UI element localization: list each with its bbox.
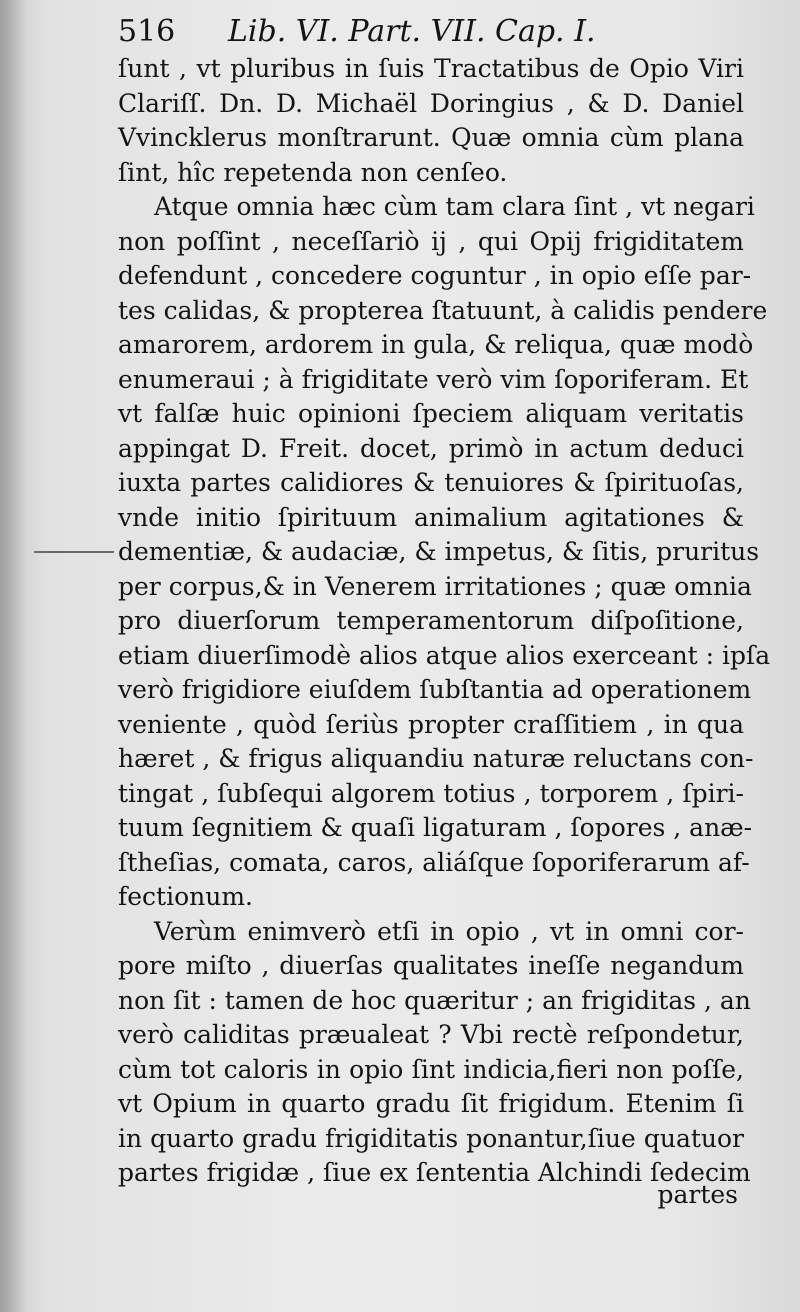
- text-line: in quarto gradu frigiditatis ponantur,ſiue quatuor: [118, 1123, 744, 1153]
- text-line: partes frigidæ , ſiue ex ſententia Alchindi ſedecim: [118, 1158, 751, 1187]
- page-number: 516: [118, 14, 176, 49]
- text-line: Vvincklerus monſtrarunt. Quæ omnia cùm plana: [118, 123, 744, 152]
- text-line: per corpus,& in Venerem irritationes ; quæ omnia: [118, 571, 752, 601]
- text-line: appingat D. Freit. docet, primò in actum deduci: [118, 433, 744, 463]
- text-line: ſunt , vt pluribus in ſuis Tractatibus de Opio Viri: [118, 54, 744, 83]
- text-line: ſtheſias, comata, caros, aliáſque ſoporiferarum af-: [118, 847, 750, 877]
- text-line: iuxta partes calidiores & tenuiores & ſpirituoſas,: [118, 468, 744, 497]
- text-line: ſint, hîc repetenda non cenſeo.: [118, 157, 508, 187]
- body-text: [118, 52, 771, 1191]
- running-head: Lib. VI. Part. VII. Cap. I.: [228, 14, 596, 49]
- text-line: veniente , quòd ſeriùs propter craſſitiem , in qua: [118, 709, 744, 739]
- text-line: dementiæ, & audaciæ, & impetus, & ſitis, pruritus: [118, 537, 760, 566]
- text-line: verò frigidiore eiuſdem ſubſtantia ad operationem: [118, 675, 752, 704]
- margin-mark: [34, 551, 114, 553]
- paragraph-start-line: Verùm enimverò etſi in opio , vt in omni cor-: [154, 916, 744, 946]
- text-line: pro diuerſorum temperamentorum diſpoſitione,: [118, 606, 744, 635]
- text-line: hæret , & frigus aliquandiu naturæ reluctans con-: [118, 744, 754, 773]
- text-line: tuum ſegnitiem & quaſi ligaturam , ſopores , anæ-: [118, 813, 753, 842]
- text-line: defendunt , concedere coguntur , in opio eſſe par-: [118, 261, 752, 290]
- catchword: partes: [657, 1180, 738, 1209]
- text-line: non ſit : tamen de hoc quæritur ; an frigiditas , an: [118, 985, 751, 1015]
- text-line: vt falſæ huic opinioni ſpeciem aliquam veritatis: [118, 399, 744, 428]
- text-line: verò caliditas præualeat ? Vbi rectè reſpondetur,: [118, 1020, 744, 1049]
- text-line: pore miſto , diuerſas qualitates ineſſe negandum: [118, 951, 744, 980]
- text-line: Clariſſ. Dn. D. Michaël Doringius , & D. Daniel: [118, 88, 744, 118]
- text-line: enumeraui ; à frigiditate verò vim ſoporiferam. Et: [118, 364, 749, 394]
- text-line: fectionum.: [118, 882, 253, 911]
- text-line: tingat , ſubſequi algorem totius , torporem , ſpiri-: [118, 778, 744, 808]
- text-line: vt Opium in quarto gradu ſit frigidum. Etenim ſi: [118, 1089, 744, 1118]
- text-line: etiam diuerſimodè alios atque alios exerceant : ipſa: [118, 640, 771, 670]
- text-line: non poſſint , neceſſariò ij , qui Opij frigiditatem: [118, 226, 744, 256]
- paragraph-start-line: Atque omnia hæc cùm tam clara ſint , vt negari: [154, 192, 755, 221]
- text-line: amarorem, ardorem in gula, & reliqua, quæ modò: [118, 330, 754, 359]
- text-line: vnde initio ſpirituum animalium agitationes &: [118, 502, 744, 532]
- text-line: tes calidas, & propterea ſtatuunt, à calidis pendere: [118, 295, 768, 325]
- text-line: cùm tot caloris in opio ſint indicia,fieri non poſſe,: [118, 1054, 744, 1084]
